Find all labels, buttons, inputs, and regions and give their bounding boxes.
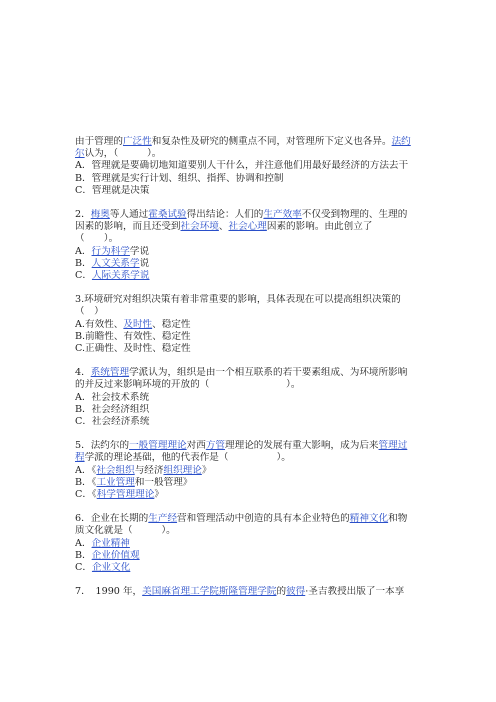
keyword-link[interactable]: 一般管理理论	[129, 440, 187, 452]
text-line	[75, 477, 440, 489]
text-line	[75, 246, 440, 258]
text-line	[75, 525, 440, 537]
text-line	[75, 233, 440, 245]
text-line	[75, 489, 440, 501]
text-segment: B．	[75, 549, 92, 561]
keyword-link[interactable]: 梅奥	[90, 209, 110, 221]
text-segment: C.正确性、及时性、稳定性	[75, 343, 191, 355]
text-line	[75, 586, 440, 598]
text-segment: A．社会技术系统	[75, 391, 150, 403]
text-line	[75, 379, 440, 391]
text-segment: 说	[139, 257, 150, 269]
text-segment: 等人通过	[109, 209, 149, 221]
text-segment: 6．企业在长期的	[75, 513, 149, 525]
text-line	[75, 538, 440, 550]
text-line	[75, 452, 440, 464]
text-segment: 营和管理活动中创造的具有本企业特色的	[177, 513, 350, 525]
text-segment: ·圣吉教授出版了一本享	[305, 586, 405, 598]
text-segment: A．	[75, 245, 92, 257]
keyword-link[interactable]: 精神文化	[349, 513, 389, 525]
text-segment: 质文化就是（ ）。	[75, 525, 176, 537]
keyword-link[interactable]: 社会组织	[96, 464, 135, 476]
question-list	[75, 136, 440, 599]
keyword-link[interactable]: 及时性	[123, 318, 153, 330]
text-segment: 的并反过来影响环境的开放的（ ）。	[75, 379, 301, 391]
keyword-link[interactable]: 工业管理	[96, 476, 135, 488]
text-line	[75, 367, 440, 379]
text-line	[75, 160, 440, 172]
text-segment: 得出结论：人们的	[186, 209, 264, 221]
text-segment: 理理论的发展有重大影响，成为后来	[225, 440, 379, 452]
text-line	[75, 209, 440, 221]
question-block	[75, 136, 440, 197]
text-segment: B．社会经济组织	[75, 403, 150, 415]
text-line	[75, 562, 440, 574]
keyword-link[interactable]: 企业文化	[91, 562, 131, 574]
text-segment: 5．法约尔的	[75, 440, 130, 452]
text-segment: 3.环境研究对组织决策有着非常重要的影响，具体表现在可以提高组织决策的	[75, 294, 401, 306]
text-segment: B．管理就是实行计划、组织、指挥、协调和控制	[75, 172, 284, 184]
question-block	[75, 209, 440, 282]
question-block	[75, 367, 440, 428]
keyword-link[interactable]: 尔	[75, 148, 85, 160]
text-line	[75, 173, 440, 185]
text-segment: 7． 1990 年，	[75, 586, 143, 598]
text-segment: 认为，（ ）。	[84, 148, 162, 160]
text-segment: 、	[218, 221, 229, 233]
text-segment: B.前瞻性、有效性、稳定性	[75, 330, 191, 342]
text-segment: （ ）	[75, 306, 104, 318]
text-segment: 和物	[388, 513, 408, 525]
text-line	[75, 404, 440, 416]
keyword-link[interactable]: 人际关系学说	[91, 270, 150, 282]
text-segment: 4．	[75, 367, 91, 379]
keyword-link[interactable]: 生产效率	[263, 209, 302, 221]
text-segment: 由于管理的	[75, 136, 123, 147]
keyword-link[interactable]: 广泛性	[122, 136, 152, 147]
keyword-link[interactable]: 企业价值观	[91, 549, 140, 561]
keyword-link[interactable]: 社会心理	[228, 221, 267, 233]
question-block	[75, 586, 440, 598]
text-segment: 不仅受到物理的、生理的	[301, 209, 408, 221]
text-line	[75, 513, 440, 525]
keyword-link[interactable]: 美国麻省理工学院斯隆管理学院	[142, 586, 277, 598]
keyword-link[interactable]: 生产经	[148, 513, 178, 525]
keyword-link[interactable]: 社会环境	[180, 221, 219, 233]
text-line	[75, 319, 440, 331]
text-segment: 与经济	[134, 464, 164, 476]
text-line	[75, 416, 440, 428]
text-segment: 对西	[186, 440, 206, 452]
keyword-link[interactable]: 方管	[205, 440, 226, 452]
text-segment: C．	[75, 562, 92, 574]
text-segment: （ ）。	[75, 233, 119, 245]
text-segment: 学派认为，组织是由一个相互联系的若干要素组成、为环境所影响	[129, 367, 408, 379]
text-line	[75, 270, 440, 282]
text-segment: A．	[75, 537, 92, 549]
text-segment: 学说	[129, 245, 150, 257]
text-line	[75, 550, 440, 562]
question-block	[75, 440, 440, 501]
text-line	[75, 258, 440, 270]
question-block	[75, 513, 440, 574]
keyword-link[interactable]: 系统管理	[90, 367, 130, 379]
keyword-link[interactable]: 法约	[391, 136, 411, 147]
question-block	[75, 294, 440, 355]
text-segment: 》	[201, 464, 212, 476]
text-segment: C．《	[75, 489, 97, 501]
text-segment: C．管理就是决策	[75, 184, 150, 196]
keyword-link[interactable]: 科学管理理论	[96, 489, 155, 501]
text-segment: C．社会经济系统	[75, 416, 150, 428]
keyword-link[interactable]: 彼得	[286, 586, 306, 598]
text-line	[75, 465, 440, 477]
text-segment: B．《	[75, 476, 97, 488]
text-segment: A.有效性、	[75, 318, 124, 330]
text-segment: 2．	[75, 209, 91, 221]
text-segment: 因素的影响。由此创立了	[266, 221, 373, 233]
text-line	[75, 331, 440, 343]
text-segment: B．	[75, 257, 92, 269]
text-line	[75, 440, 440, 452]
text-segment: 》	[154, 489, 164, 501]
text-line	[75, 185, 440, 197]
keyword-link[interactable]: 管理过	[378, 440, 408, 452]
text-line	[75, 136, 440, 148]
keyword-link[interactable]: 霍桑试验	[148, 209, 187, 221]
keyword-link[interactable]: 企业精神	[91, 537, 130, 549]
text-line	[75, 306, 440, 318]
text-line	[75, 148, 440, 160]
keyword-link[interactable]: 组织理论	[163, 464, 202, 476]
text-line	[75, 221, 440, 233]
text-segment: 因素的影响，而且还受到	[75, 221, 181, 233]
text-segment: 和一般管理》	[134, 476, 193, 488]
text-segment: 的	[276, 586, 287, 598]
keyword-link[interactable]: 程	[75, 452, 85, 464]
text-segment: 、稳定性	[152, 318, 191, 330]
text-segment: 学派的理论基础，他的代表作是（ ）。	[84, 452, 291, 464]
text-line	[75, 392, 440, 404]
keyword-link[interactable]: 人文关系学	[91, 257, 140, 269]
text-segment: C．	[75, 270, 92, 282]
text-segment: A．管理就是要确切地知道要别人干什么，并注意他们用最好最经济的方法去干	[75, 160, 409, 172]
text-line	[75, 343, 440, 355]
text-segment: 和复杂性及研究的侧重点不同，对管理所下定义也各异。	[151, 136, 392, 147]
text-segment: A．《	[75, 464, 97, 476]
keyword-link[interactable]: 行为科学	[91, 245, 130, 257]
text-line	[75, 294, 440, 306]
